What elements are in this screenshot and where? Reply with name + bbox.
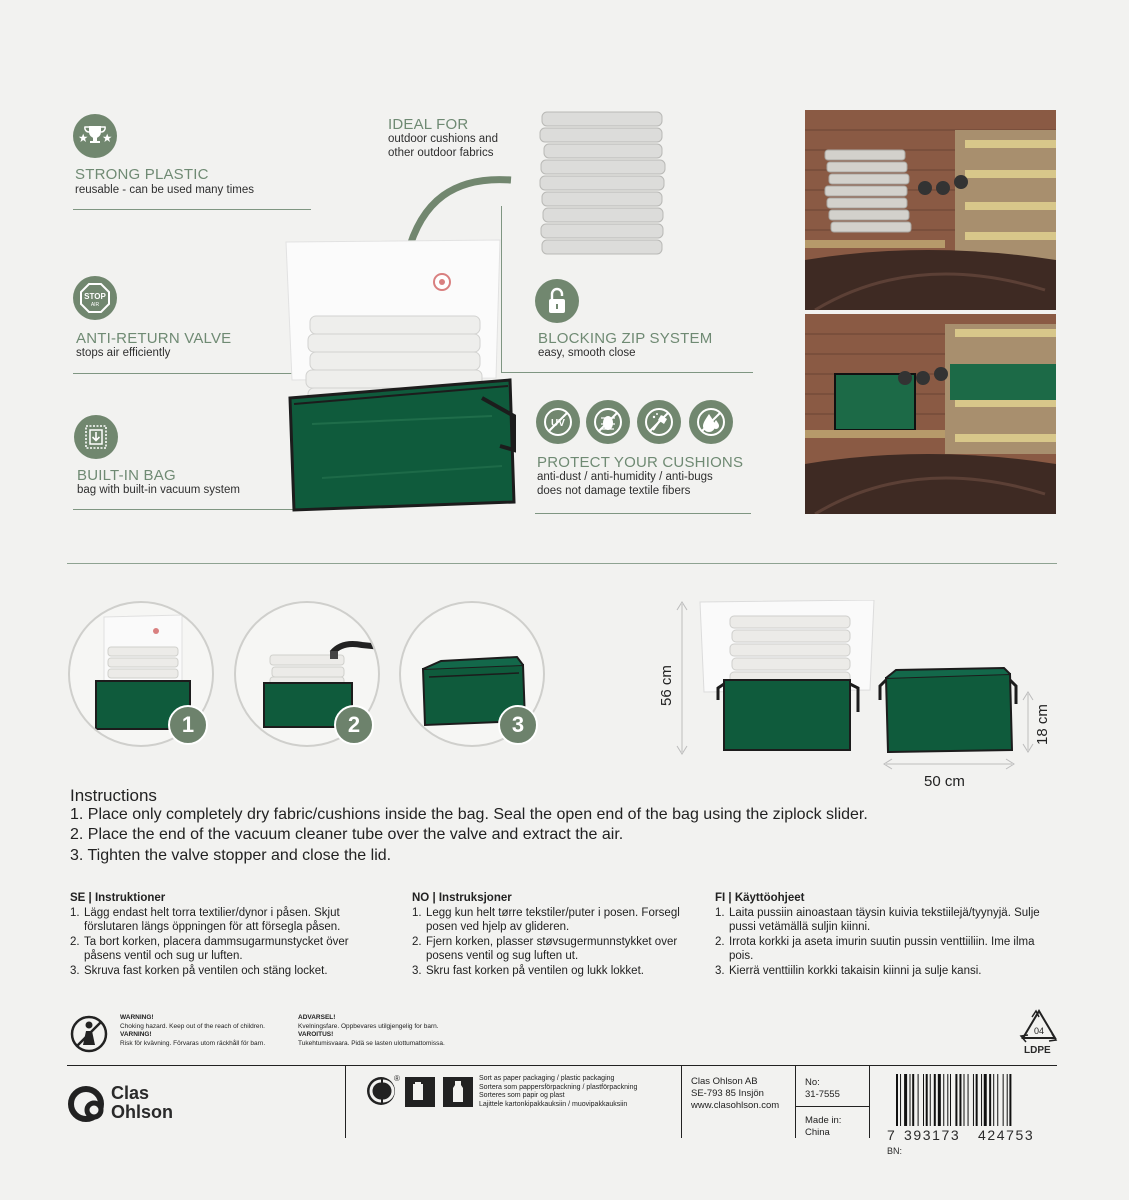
brand-name-line1: Clas: [111, 1083, 150, 1103]
brand-name-line2: Ohlson: [111, 1102, 173, 1122]
instructions-title: Instructions: [70, 786, 157, 805]
made-in: Made in: China: [805, 1115, 842, 1138]
clas-ohlson-logo-icon: [68, 1078, 108, 1130]
anti-return-subtitle: stops air efficiently: [76, 347, 171, 359]
blocking-zip-subtitle: easy, smooth close: [538, 347, 636, 359]
registered-mark: ®: [394, 1074, 400, 1083]
instructions-no: NO | Instruksjoner 1. Legg kun helt tørre tekstiler/puter i posen. Forsegl posen ved hjelp av glideren. 2. Fjern korken, plasser støvsugermunnstykket over posens ventil og sug luften ut. 3. Skru fast korken på ventilen og lukk lokket.: [412, 891, 688, 979]
ideal-for-line1: outdoor cushions and: [388, 133, 498, 145]
vacuum-bag-product-image: [282, 238, 522, 514]
footer-divider: [345, 1066, 346, 1138]
depth-label: 18 cm: [1034, 704, 1051, 745]
no-uv-icon: [536, 400, 580, 444]
paper-packaging-icon: [404, 1076, 436, 1108]
dimension-drawing: [660, 600, 1060, 775]
no-bugs-icon: [586, 400, 630, 444]
stop-air-icon: [73, 276, 117, 320]
footer-divider: [681, 1066, 682, 1138]
warning-left: WARNING! Choking hazard. Keep out of the reach of children. VARNING! Risk för kvävning. Förvaras utom räckhåll för barn.: [120, 1014, 266, 1047]
article-number: No: 31-7555: [805, 1077, 840, 1100]
cushion-stack-image: [538, 108, 668, 256]
step-2-number: 2: [334, 705, 374, 745]
blocking-zip-title: BLOCKING ZIP SYSTEM: [538, 330, 713, 347]
protect-line2: does not damage textile fibers: [537, 485, 691, 497]
ideal-for-title: IDEAL FOR: [388, 116, 469, 133]
instruction-line: 2. Place the end of the vacuum cleaner tube over the valve and extract the air.: [70, 826, 624, 843]
divider: [73, 509, 310, 510]
svg-text:UV: UV: [551, 418, 565, 429]
anti-return-title: ANTI-RETURN VALVE: [76, 330, 232, 347]
step-1-number: 1: [168, 705, 208, 745]
warning-right: ADVARSEL! Kvelningsfare. Oppbevares utilgjengelig for barn. VAROITUS! Tukehtumisvaara. Pidä se lasten ulottumattomissa.: [298, 1014, 445, 1047]
stop-label: STOP: [84, 292, 106, 301]
built-in-subtitle: bag with built-in vacuum system: [77, 484, 240, 496]
instructions-se: SE | Instruktioner 1. Lägg endast helt torra textilier/dynor i påsen. Skjut förslutaren längs öppningen för att försegla påsen. 2. Ta bort korken, placera dammsugarmunstycket över påsens ventil och sug ur luften. 3. Skruva fast korken på ventilen och stäng locket.: [70, 891, 385, 979]
green-dot-icon: [366, 1076, 396, 1106]
lang-heading: NO | Instruksjoner: [412, 892, 512, 904]
instruction-line: 3. Tighten the valve stopper and close the lid.: [70, 847, 392, 864]
air-label: AIR: [90, 302, 100, 308]
strong-plastic-subtitle: reusable - can be used many times: [75, 184, 254, 196]
footer-divider: [869, 1066, 870, 1138]
strong-plastic-title: STRONG PLASTIC: [75, 166, 209, 183]
lang-heading: SE | Instruktioner: [70, 892, 166, 904]
barcode-image: [896, 1074, 1056, 1132]
lang-heading: FI | Käyttöohjeet: [715, 892, 805, 904]
packaging-text: Sort as paper packaging / plastic packaging Sortera som pappersförpackning / plastförpackning Sorteres som papir og plast Lajittele kartonkipakkauksiin / muovipakkauksiin: [479, 1075, 638, 1108]
batch-number-label: BN:: [887, 1146, 903, 1156]
company-address: Clas Ohlson AB SE-793 85 Insjön www.clasohlson.com: [691, 1076, 780, 1111]
footer-divider: [67, 1065, 1057, 1066]
divider: [535, 513, 751, 514]
protect-line1: anti-dust / anti-humidity / anti-bugs: [537, 471, 713, 483]
recycle-ldpe-icon: [1018, 1008, 1060, 1044]
width-label: 50 cm: [924, 773, 965, 790]
divider: [73, 209, 311, 210]
recycle-label: LDPE: [1024, 1045, 1051, 1056]
garage-photo-cushions: [805, 110, 1056, 310]
protect-title: PROTECT YOUR CUSHIONS: [537, 454, 744, 471]
padlock-icon: [535, 279, 579, 323]
garage-photo-bags: [805, 314, 1056, 514]
barcode-digits-left: 393173: [904, 1127, 961, 1143]
vacuum-bag-icon: [74, 415, 118, 459]
footer-divider: [795, 1066, 796, 1138]
instructions-fi: FI | Käyttöohjeet 1. Laita pussiin ainoastaan täysin kuivia tekstiilejä/tyynyjä. Sulje pussi vetämällä suljin kiinni. 2. Irrota korkki ja aseta imurin suutin pussin venttiiliin. Ime ilma pois. 3. Kierrä venttiilin korkki takaisin kiinni ja sulje kansi.: [715, 891, 1055, 979]
ideal-for-line2: other outdoor fabrics: [388, 147, 494, 159]
instruction-line: 1. Place only completely dry fabric/cushions inside the bag. Seal the open end of the bag using the ziplock slider.: [70, 806, 868, 823]
plastic-packaging-icon: [442, 1076, 474, 1108]
divider: [501, 372, 753, 373]
height-label: 56 cm: [658, 665, 675, 706]
footer-divider: [795, 1106, 869, 1107]
recycle-number: 04: [1033, 1026, 1045, 1036]
no-humidity-icon: [689, 400, 733, 444]
barcode-digit-first: 7: [887, 1127, 896, 1143]
no-dust-icon: [637, 400, 681, 444]
section-divider: [67, 563, 1057, 564]
choking-hazard-icon: [70, 1015, 108, 1053]
trophy-stars-icon: [73, 114, 117, 158]
step-3-number: 3: [498, 705, 538, 745]
connector-line: [501, 206, 502, 372]
barcode-digits-right: 424753: [978, 1127, 1035, 1143]
built-in-title: BUILT-IN BAG: [77, 467, 176, 484]
